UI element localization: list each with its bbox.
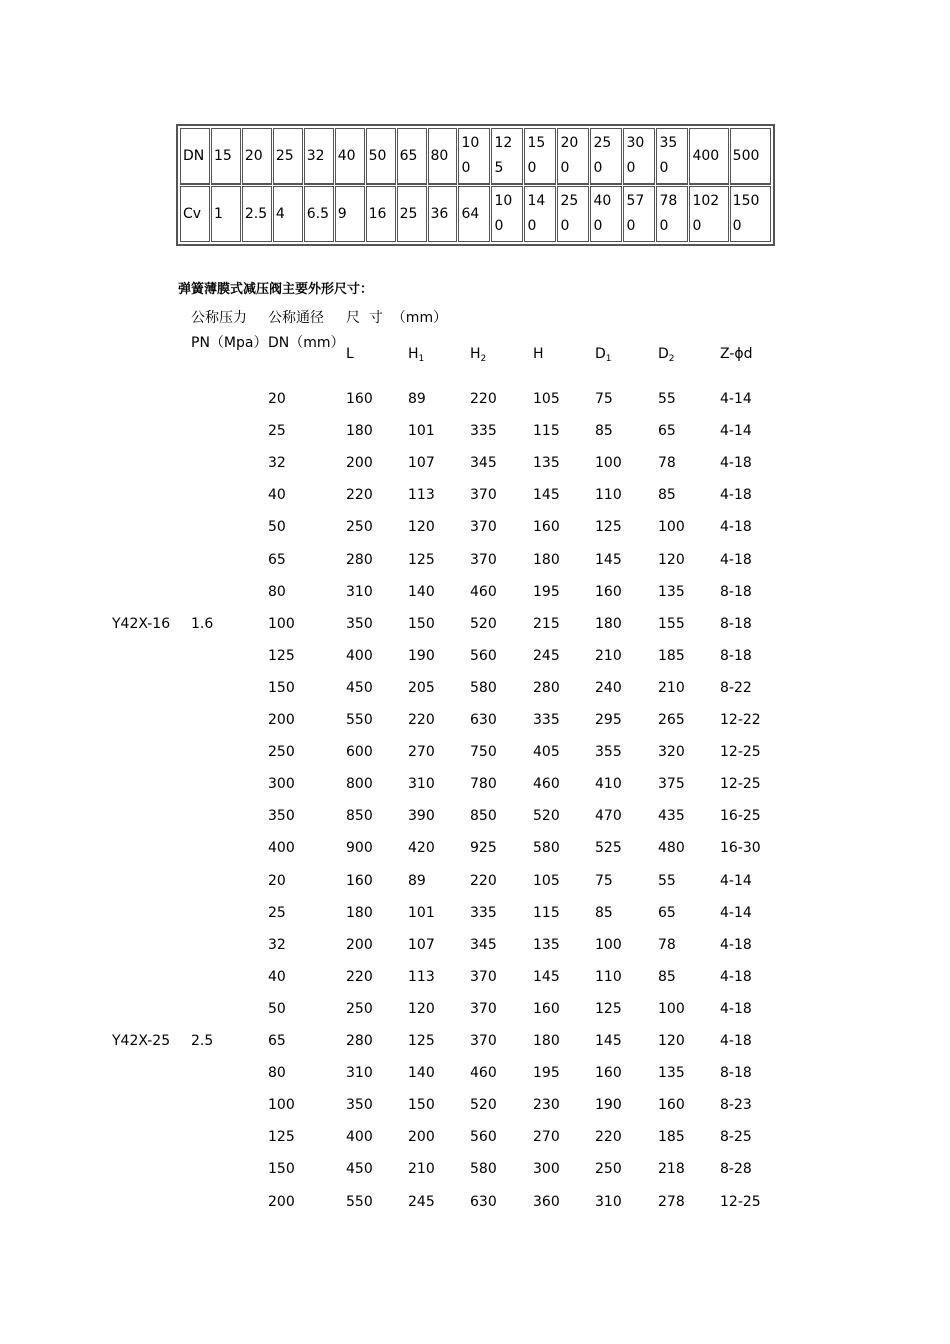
cell-l: 310 [346,583,373,600]
cell-d1: 75 [595,391,613,407]
cell-h2: 780 [470,776,497,793]
table-row [0,1161,950,1193]
cell-d2: 65 [658,904,676,921]
cell-h2: 220 [470,391,497,407]
cell-z: 8-18 [720,615,752,632]
cell-h1: 270 [408,744,435,761]
table-row [0,391,950,423]
dn-cell: 350 [656,128,688,185]
cell-dn: 65 [268,551,286,568]
cell-d2: 185 [658,1129,685,1146]
dn-cell: 15 [211,128,241,185]
cell-d2: 135 [658,1065,685,1082]
cell-z: 4-18 [720,487,752,504]
cell-h2: 370 [470,1000,497,1017]
cell-l: 250 [346,519,373,536]
cell-z: 8-25 [720,1129,752,1146]
cell-h2: 520 [470,615,497,632]
cell-dn: 300 [268,776,295,793]
cell-d2: 120 [658,551,685,568]
cell-z: 4-18 [720,1000,752,1017]
cell-h: 460 [533,776,560,793]
dn-cell: 50 [366,128,396,185]
table-row [0,873,950,905]
cell-l: 160 [346,872,373,889]
cell-l: 200 [346,455,373,472]
dn-cell: DN [180,128,210,185]
header-D1: $D_1$ [595,346,612,364]
cell-l: 180 [346,423,373,440]
cell-z: 4-14 [720,391,752,407]
dn-cell: 32 [304,128,334,185]
cell-z: 8-18 [720,647,752,664]
table-row [0,487,950,519]
cell-h1: 220 [408,712,435,728]
cv-cell: 1500 [730,186,771,242]
cv-cell: 16 [366,186,396,242]
cell-d1: 250 [595,1161,622,1178]
cell-h1: 140 [408,1065,435,1082]
cell-z: 8-23 [720,1097,752,1114]
cell-z: 4-18 [720,551,752,568]
cell-dn: 40 [268,487,286,504]
cell-h1: 140 [408,583,435,600]
cell-h2: 335 [470,904,497,921]
cell-d2: 185 [658,647,685,664]
cell-h1: 200 [408,1129,435,1146]
cell-h: 215 [533,615,560,632]
table-row [0,584,950,616]
cell-dn: 350 [268,808,295,825]
dn-cell: 20 [242,128,272,185]
cv-cell: 140 [524,186,556,242]
cell-l: 280 [346,1033,373,1049]
cell-d1: 180 [595,615,622,632]
cv-cell: 6.5 [304,186,334,242]
dn-cell: 25 [273,128,303,185]
cell-l: 800 [346,776,373,793]
cell-dn: 32 [268,455,286,472]
cell-l: 350 [346,1097,373,1114]
cell-h: 360 [533,1193,560,1210]
cell-l: 900 [346,840,373,857]
cell-d1: 110 [595,487,622,504]
table-row [0,1097,950,1129]
cell-h: 145 [533,968,560,985]
table-row [0,680,950,712]
cell-d2: 85 [658,487,676,504]
cell-h: 145 [533,487,560,504]
cell-d1: 145 [595,1033,622,1049]
dn-cell: 250 [590,128,622,185]
table-row [0,1129,950,1161]
cell-d1: 190 [595,1097,622,1114]
cell-h1: 89 [408,391,426,407]
dn-cell: 125 [491,128,523,185]
cell-d2: 218 [658,1161,685,1178]
cell-d1: 220 [595,1129,622,1146]
cell-z: 4-18 [720,1033,752,1049]
cell-z: 12-22 [720,712,761,728]
table-row [0,1001,950,1033]
cell-h1: 107 [408,455,435,472]
cell-h2: 370 [470,551,497,568]
cell-h1: 101 [408,904,435,921]
cell-z: 4-18 [720,519,752,536]
cell-d1: 100 [595,936,622,953]
cell-d1: 295 [595,712,622,728]
cell-h: 335 [533,712,560,728]
cell-z: 12-25 [720,744,761,761]
cell-l: 220 [346,487,373,504]
cv-cell: 2.5 [242,186,272,242]
dn-row [180,128,771,185]
cell-h2: 370 [470,1033,497,1049]
cell-l: 220 [346,968,373,985]
cell-l: 250 [346,1000,373,1017]
cell-h1: 107 [408,936,435,953]
cell-h1: 125 [408,1033,435,1049]
cell-h2: 630 [470,712,497,728]
cv-cell: 36 [428,186,458,242]
cell-dn: 150 [268,1161,295,1178]
header-L: L [346,346,354,362]
cell-dn: 200 [268,1193,295,1210]
dn-cell: 80 [428,128,458,185]
dn-cell: 500 [730,128,771,185]
cell-d1: 525 [595,840,622,857]
cell-h2: 560 [470,1129,497,1146]
cell-d2: 120 [658,1033,685,1049]
table-row [0,808,950,840]
dn-cell: 200 [557,128,589,185]
cell-d2: 78 [658,455,676,472]
table-row [0,455,950,487]
cell-dn: 50 [268,1000,286,1017]
cell-d2: 160 [658,1097,685,1114]
cell-h1: 125 [408,551,435,568]
cell-d2: 155 [658,615,685,632]
cell-h: 300 [533,1161,560,1178]
cell-d1: 355 [595,744,622,761]
cell-h1: 210 [408,1161,435,1178]
cell-z: 16-30 [720,840,761,857]
cell-d2: 320 [658,744,685,761]
cell-d1: 210 [595,647,622,664]
cell-h: 115 [533,904,560,921]
cell-z: 16-25 [720,808,761,825]
cell-h1: 420 [408,840,435,857]
cell-l: 550 [346,712,373,728]
dn-cell: 150 [524,128,556,185]
table-row [0,744,950,776]
cell-h1: 390 [408,808,435,825]
cell-h: 115 [533,423,560,440]
cv-cell: 4 [273,186,303,242]
cell-h2: 560 [470,647,497,664]
cell-h1: 150 [408,615,435,632]
cell-dn: 80 [268,583,286,600]
cell-h: 195 [533,1065,560,1082]
cv-cell: 1020 [689,186,728,242]
cell-z: 4-18 [720,936,752,953]
table-row [0,905,950,937]
cell-dn: 400 [268,840,295,857]
valve-model: Y42X-16 [112,615,171,632]
cell-d1: 160 [595,583,622,600]
cell-h1: 89 [408,872,426,889]
cv-cell: 9 [335,186,365,242]
cell-d2: 65 [658,423,676,440]
cell-d1: 410 [595,776,622,793]
section-title: 弹簧薄膜式减压阀主要外形尺寸： [178,282,374,297]
header-Z: Z-ϕd [720,346,753,362]
cell-l: 350 [346,615,373,632]
cell-h: 280 [533,679,560,696]
cell-z: 8-18 [720,1065,752,1082]
cell-h: 405 [533,744,560,761]
cell-dn: 20 [268,391,286,407]
cell-h: 580 [533,840,560,857]
cell-dn: 100 [268,1097,295,1114]
cv-cell: 250 [557,186,589,242]
valve-model: Y42X-25 [112,1033,171,1049]
dn-cell: 40 [335,128,365,185]
cell-dn: 150 [268,679,295,696]
cell-d2: 375 [658,776,685,793]
cell-h2: 460 [470,1065,497,1082]
cell-h1: 245 [408,1193,435,1210]
cell-dn: 200 [268,712,295,728]
cell-d1: 125 [595,519,622,536]
table-row [0,1065,950,1097]
table-row [0,969,950,1001]
cell-h2: 335 [470,423,497,440]
cell-d1: 110 [595,968,622,985]
cell-h2: 580 [470,1161,497,1178]
cv-cell: Cv [180,186,210,242]
cell-h: 195 [533,583,560,600]
table-row [0,776,950,808]
table-row [0,648,950,680]
table-row [0,840,950,872]
cv-cell: 570 [623,186,655,242]
cell-d2: 435 [658,808,685,825]
cell-dn: 40 [268,968,286,985]
cell-d2: 85 [658,968,676,985]
cell-h2: 345 [470,455,497,472]
cell-dn: 50 [268,519,286,536]
cell-z: 4-14 [720,423,752,440]
cell-z: 8-28 [720,1161,752,1178]
table-row [0,937,950,969]
cell-h2: 370 [470,968,497,985]
cell-h2: 580 [470,679,497,696]
cell-d1: 100 [595,455,622,472]
cell-d1: 145 [595,551,622,568]
cell-z: 8-22 [720,679,752,696]
cell-h1: 205 [408,679,435,696]
cell-h: 180 [533,551,560,568]
cell-dn: 80 [268,1065,286,1082]
cell-h2: 630 [470,1193,497,1210]
cell-h2: 370 [470,519,497,536]
cell-dn: 25 [268,904,286,921]
cell-d2: 100 [658,1000,685,1017]
cell-l: 550 [346,1193,373,1210]
cell-d1: 85 [595,904,613,921]
dn-cell: 100 [458,128,490,185]
cell-z: 4-14 [720,904,752,921]
cell-h2: 220 [470,872,497,889]
cell-h1: 113 [408,487,435,504]
cell-z: 8-18 [720,583,752,600]
cell-h: 270 [533,1129,560,1146]
cell-z: 12-25 [720,776,761,793]
header-nominal-diameter: 公称通径DN（mm） [268,310,345,351]
cell-l: 450 [346,1161,373,1178]
dn-cell: 65 [397,128,427,185]
cell-h1: 150 [408,1097,435,1114]
cell-h2: 750 [470,744,497,761]
cell-l: 280 [346,551,373,568]
cell-h: 245 [533,647,560,664]
cell-dn: 65 [268,1033,286,1049]
cell-h: 135 [533,455,560,472]
cell-h1: 120 [408,519,435,536]
cell-h2: 520 [470,1097,497,1114]
nominal-pressure-value: 1.6 [191,615,214,632]
cell-h: 520 [533,808,560,825]
header-H2: $H_2$ [470,346,487,364]
cell-dn: 32 [268,936,286,953]
cell-dn: 250 [268,744,295,761]
dn-cell: 400 [689,128,728,185]
cell-z: 4-18 [720,968,752,985]
cell-d2: 135 [658,583,685,600]
cell-h: 160 [533,1000,560,1017]
cell-h: 135 [533,936,560,953]
dn-cell: 300 [623,128,655,185]
cell-l: 180 [346,904,373,921]
cv-row [180,186,771,242]
cell-h: 230 [533,1097,560,1114]
table-row [0,423,950,455]
cell-h1: 310 [408,776,435,793]
header-H: H [533,346,544,362]
cell-d1: 85 [595,423,613,440]
cell-d2: 78 [658,936,676,953]
cell-l: 850 [346,808,373,825]
cell-h2: 460 [470,583,497,600]
cell-h1: 120 [408,1000,435,1017]
cv-cell: 100 [491,186,523,242]
cell-d2: 55 [658,391,676,407]
cv-cell: 64 [458,186,490,242]
table-row [0,1194,950,1226]
cell-d1: 310 [595,1193,622,1210]
cell-h: 160 [533,519,560,536]
cv-cell: 1 [211,186,241,242]
cell-dn: 125 [268,647,295,664]
cell-d1: 125 [595,1000,622,1017]
cell-l: 400 [346,1129,373,1146]
cell-d1: 240 [595,679,622,696]
cell-l: 450 [346,679,373,696]
header-H1: $H_1$ [408,346,425,364]
header-dimensions: 尺 寸 （mm） [346,310,448,326]
table-row [0,712,950,744]
cell-z: 12-25 [720,1193,761,1210]
table-row [0,519,950,551]
cell-h2: 850 [470,808,497,825]
cell-l: 200 [346,936,373,953]
table-row [0,552,950,584]
cell-l: 600 [346,744,373,761]
cell-dn: 100 [268,615,295,632]
cell-h1: 113 [408,968,435,985]
cell-h1: 101 [408,423,435,440]
cell-l: 160 [346,391,373,407]
cell-z: 4-14 [720,872,752,889]
header-D2: $D_2$ [658,346,675,364]
cell-h1: 190 [408,647,435,664]
header-nominal-pressure: 公称压力PN（Mpa） [191,310,268,351]
cell-h: 105 [533,872,560,889]
cv-cell: 25 [397,186,427,242]
cell-h2: 345 [470,936,497,953]
cv-cell: 780 [656,186,688,242]
cell-d2: 265 [658,712,685,728]
cell-h2: 925 [470,840,497,857]
nominal-pressure-value: 2.5 [191,1033,214,1049]
dn-cv-grid [179,127,772,243]
cell-dn: 20 [268,872,286,889]
cell-d2: 480 [658,840,685,857]
cell-d2: 55 [658,872,676,889]
cell-d2: 278 [658,1193,685,1210]
cell-h: 105 [533,391,560,407]
cell-d2: 210 [658,679,685,696]
cell-d1: 75 [595,872,613,889]
cell-d1: 160 [595,1065,622,1082]
cell-dn: 25 [268,423,286,440]
cell-dn: 125 [268,1129,295,1146]
cell-z: 4-18 [720,455,752,472]
cell-l: 400 [346,647,373,664]
cell-h2: 370 [470,487,497,504]
cv-cell: 400 [590,186,622,242]
dn-cv-table [176,124,775,246]
cell-h: 180 [533,1033,560,1049]
cell-l: 310 [346,1065,373,1082]
cell-d2: 100 [658,519,685,536]
cell-d1: 470 [595,808,622,825]
